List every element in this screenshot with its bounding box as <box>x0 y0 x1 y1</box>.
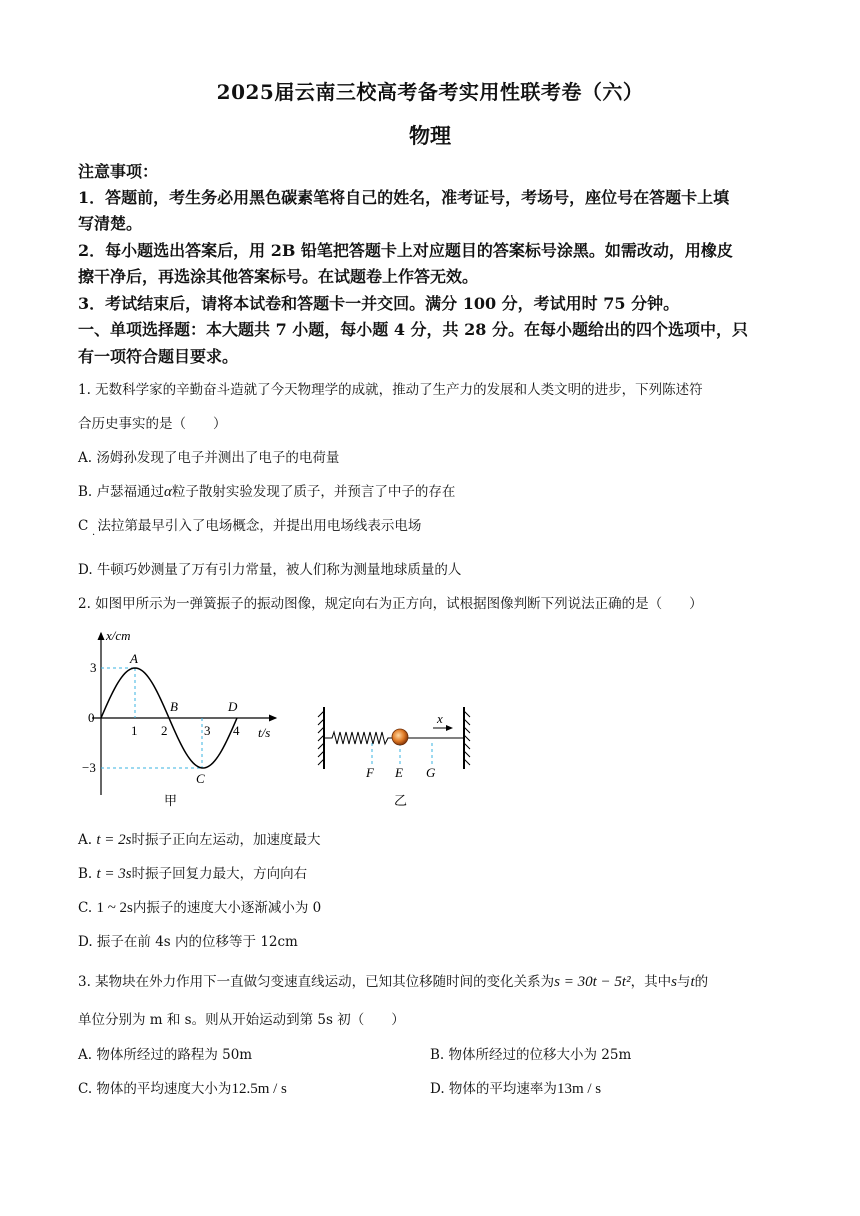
q1-option-b <box>78 480 455 501</box>
q1-stem-line-2: 合历史事实的是（ ） <box>78 416 227 432</box>
point-b-label: B <box>170 699 178 714</box>
q3-option-c-text: C. 物体的平均速度大小为 <box>78 1081 232 1097</box>
q3-option-d <box>430 1077 601 1098</box>
x-tick-4: 4 <box>233 723 240 738</box>
q2-option-b-math: t = 3s <box>96 866 132 882</box>
label-e: E <box>395 765 403 780</box>
q3-option-c-math: 12.5m / s <box>231 1081 287 1097</box>
y-axis-label: x/cm <box>106 628 131 643</box>
q3-option-d-text: D. 物体的平均速率为 <box>430 1081 557 1097</box>
q3-formula: s = 30t − 5t² <box>554 974 631 990</box>
q3-option-b: B. 物体所经过的位移大小为 25m <box>430 1047 632 1063</box>
notice-heading: 注意事项： <box>78 162 159 181</box>
point-c-label: C <box>196 771 205 786</box>
spring-caption: 乙 <box>394 793 408 808</box>
subject-title: 物理 <box>409 123 451 148</box>
section-1-line-2: 有一项符合题目要求。 <box>78 347 239 366</box>
graph-caption: 甲 <box>164 793 178 808</box>
q3-stem-line-2: 单位分别为 m 和 s。则从开始运动到第 5s 初（ ） <box>78 1012 405 1028</box>
section-1-line-1: 一、单项选择题：本大题共 7 小题，每小题 4 分，共 28 分。在每小题给出的四个选项中，只 <box>78 320 748 339</box>
q2-figure-svg <box>78 625 498 815</box>
x-axis-label: t/s <box>258 725 271 740</box>
q3-stem-pre: 3. 某物块在外力作用下一直做匀变速直线运动，已知其位移随时间的变化关系为 <box>78 974 555 990</box>
q2-option-a-text: 时振子正向左运动，加速度最大 <box>131 832 321 848</box>
exam-title: 2025届云南三校高考备考实用性联考卷（六） <box>216 80 644 104</box>
q2-option-c-text: 内振子的速度大小逐渐减小为 0 <box>132 900 322 916</box>
y-tick-neg: −3 <box>82 760 96 775</box>
spring <box>324 732 394 744</box>
q3-symbol-s: s <box>671 974 677 990</box>
spring-diagram <box>318 707 470 808</box>
q1-option-d: D. 牛顿巧妙测量了万有引力常量，被人们称为测量地球质量的人 <box>78 562 462 578</box>
origin-label: 0 <box>88 710 95 725</box>
label-f: F <box>366 765 374 780</box>
q3-option-a: A. 物体所经过的路程为 50m <box>78 1047 253 1063</box>
q1-option-c-label: C <box>78 518 89 534</box>
q2-stem: 2. 如图甲所示为一弹簧振子的振动图像，规定向右为正方向，试根据图像判断下列说法正确的是（ ） <box>78 596 703 612</box>
notice-item-3: 3．考试结束后，请将本试卷和答题卡一并交回。满分 100 分，考试用时 75 分钟。 <box>78 294 680 313</box>
alpha-symbol: α <box>164 484 172 500</box>
q3-option-d-math: 13m / s <box>556 1081 602 1097</box>
q2-option-d: D. 振子在前 4s 内的位移等于 12cm <box>78 934 298 950</box>
q2-option-a-label: A. <box>78 832 93 848</box>
q2-option-a <box>78 828 320 849</box>
q2-option-a-math: t = 2s <box>96 832 132 848</box>
q2-figure <box>78 625 498 819</box>
q2-option-b <box>78 862 307 883</box>
x-tick-2: 2 <box>161 723 168 738</box>
q3-stem-mid: ，其中 <box>630 974 672 990</box>
oscillator-ball <box>392 729 408 745</box>
q3-symbol-t: t <box>690 974 695 990</box>
q2-option-b-text: 时振子回复力最大，方向向右 <box>131 866 308 882</box>
x-tick-1: 1 <box>131 723 138 738</box>
q3-stem-line-1 <box>78 970 708 991</box>
q1-option-c <box>78 514 421 534</box>
q2-option-c <box>78 896 321 917</box>
q2-option-c-math: 1 ~ 2s <box>96 900 133 916</box>
notice-item-2-line-1: 2．每小题选出答案后，用 2B 铅笔把答题卡上对应题目的答案标号涂黑。如需改动，用橡皮 <box>78 241 733 260</box>
point-a-label: A <box>130 651 138 666</box>
notice-item-1-line-1: 1．答题前，考生务必用黑色碳素笔将自己的姓名，准考证号，考场号，座位号在答题卡上填 <box>78 188 730 207</box>
q1-option-c-text: 法拉第最早引入了电场概念，并提出用电场线表示电场 <box>97 518 422 534</box>
point-d-label: D <box>228 699 238 714</box>
q1-option-b-post: 粒子散射实验发现了质子，并预言了中子的存在 <box>171 484 456 500</box>
label-g: G <box>426 765 436 780</box>
q1-option-a: A. 汤姆孙发现了电子并测出了电子的电荷量 <box>78 450 340 466</box>
q2-option-c-label: C. <box>78 900 93 916</box>
y-tick-pos: 3 <box>90 660 97 675</box>
notice-item-1-line-2: 写清楚。 <box>78 214 143 233</box>
q3-stem-and: 与 <box>676 974 691 990</box>
q2-option-b-label: B. <box>78 866 93 882</box>
notice-item-2-line-2: 擦干净后，再选涂其他答案标号。在试题卷上作答无效。 <box>78 267 479 286</box>
q3-option-c <box>78 1077 287 1098</box>
vibration-graph <box>82 628 276 808</box>
spring-axis-label: x <box>437 711 443 726</box>
stray-dot: · <box>92 530 96 541</box>
q3-stem-post: 的 <box>694 974 709 990</box>
x-tick-3: 3 <box>204 723 211 738</box>
q1-option-b-pre: B. 卢瑟福通过 <box>78 484 165 500</box>
q1-stem-line-1: 1. 无数科学家的辛勤奋斗造就了今天物理学的成就，推动了生产力的发展和人类文明的进步，下列陈述符 <box>78 382 703 398</box>
